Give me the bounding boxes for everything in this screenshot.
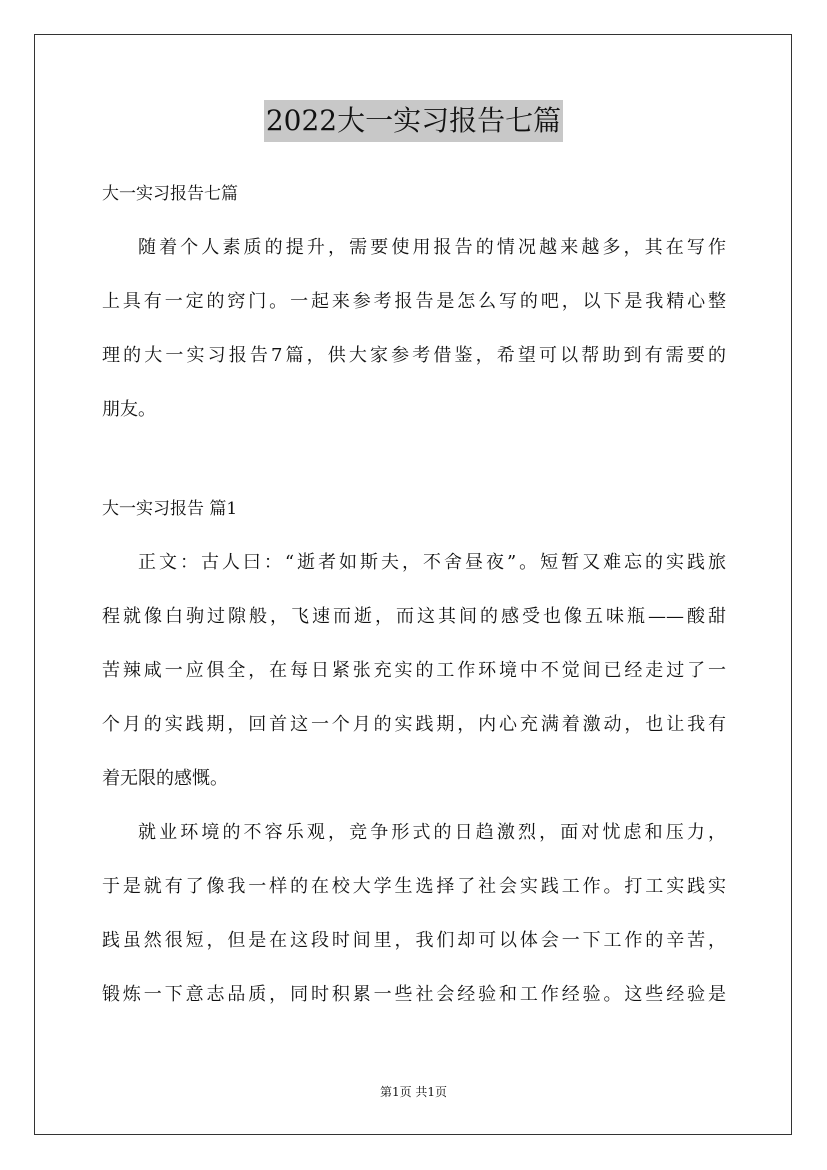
paragraph-line: 于是就有了像我一样的在校大学生选择了社会实践工作。打工实践实: [102, 876, 726, 897]
document-subtitle: 大一实习报告七篇: [102, 184, 238, 204]
paragraph-line: 程就像白驹过隙般，飞速而逝，而这其间的感受也像五味瓶——酸甜: [102, 606, 726, 627]
intro-line: 朋友。: [102, 399, 156, 420]
paragraph-line: 苦辣咸一应俱全，在每日紧张充实的工作环境中不觉间已经走过了一: [102, 660, 726, 681]
section1-paragraph-1: [102, 536, 726, 806]
section-heading: 大一实习报告 篇1: [102, 499, 238, 519]
intro-line: 随着个人素质的提升，需要使用报告的情况越来越多，其在写作: [138, 237, 726, 258]
intro-paragraph: [102, 221, 726, 437]
paragraph-line: 就业环境的不容乐观，竞争形式的日趋激烈，面对忧虑和压力，: [138, 822, 726, 843]
paragraph-line: 着无限的感慨。: [102, 768, 228, 789]
paragraph-line: 践虽然很短，但是在这段时间里，我们却可以体会一下工作的辛苦，: [102, 930, 726, 951]
page-footer: 第1页 共1页: [379, 1085, 448, 1099]
intro-line: 理的大一实习报告7篇，供大家参考借鉴，希望可以帮助到有需要的: [102, 345, 726, 366]
paragraph-line: 锻炼一下意志品质，同时积累一些社会经验和工作经验。这些经验是: [102, 984, 726, 1005]
document-title: 2022大一实习报告七篇: [264, 100, 563, 142]
document-body: [102, 176, 726, 1022]
title-wrap: [0, 100, 827, 142]
paragraph-line: 个月的实践期，回首这一个月的实践期，内心充满着激动，也让我有: [102, 714, 726, 735]
paragraph-line: 正文：古人曰：“逝者如斯夫，不舍昼夜”。短暂又难忘的实践旅: [138, 552, 726, 573]
section1-paragraph-2: [102, 806, 726, 1022]
intro-line: 上具有一定的窍门。一起来参考报告是怎么写的吧，以下是我精心整: [102, 291, 726, 312]
